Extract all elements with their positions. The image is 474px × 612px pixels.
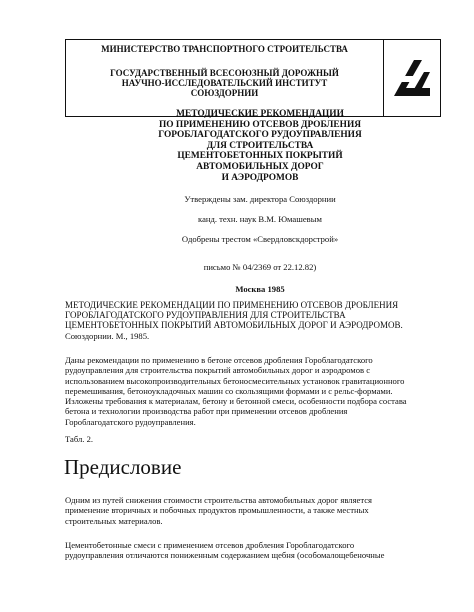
preface-line: рудоуправления отличаются пониженным содержанием щебня (особомалощебеночные: [65, 550, 385, 561]
abstract-line: Изложены требования к материалам, бетону и бетонной смеси, особенности подбора состава: [65, 396, 407, 407]
preface-line: Одним из путей снижения стоимости строительства автомобильных дорог является: [65, 495, 372, 505]
approver-name: канд. техн. наук В.М. Юмашевым: [198, 214, 322, 224]
citation-line: ГОРОБЛАГОДАТСКОГО РУДОУПРАВЛЕНИЯ ДЛЯ СТРОИТЕЛЬСТВА: [65, 310, 346, 321]
citation: [65, 300, 427, 341]
preface-line: применение вторичных и побочных продуктов промышленности, а также местных: [65, 505, 369, 516]
abstract: [65, 355, 427, 427]
header-text-cell: [66, 40, 384, 116]
ministry-name: МИНИСТЕРСТВО ТРАНСПОРТНОГО СТРОИТЕЛЬСТВА: [101, 44, 348, 54]
place-year: Москва 1985: [235, 284, 285, 294]
institute-line: НАУЧНО-ИССЛЕДОВАТЕЛЬСКИЙ ИНСТИТУТ: [121, 78, 328, 88]
document-title: [65, 109, 455, 183]
soyuzdornii-logo-icon: [392, 56, 432, 100]
preface-paragraph: [65, 540, 427, 561]
endorsed-by: Одобрены трестом «Свердловскдорстрой»: [181, 234, 339, 244]
preface-line: Цементобетонные смеси с применением отсевов дробления Гороблагодатского: [65, 540, 355, 550]
preface-heading: Предисловие: [64, 455, 182, 479]
abstract-line: использованием высокопроизводительных бетоносмесительных установок гравитационного: [65, 375, 405, 386]
abstract-line: рудоуправления для строительства покрытий автомобильных дорог и аэродромов с: [65, 365, 371, 376]
title-line: И АЭРОДРОМОВ: [221, 172, 299, 183]
preface-paragraph: [65, 495, 427, 526]
title-line: ПО ПРИМЕНЕНИЮ ОТСЕВОВ ДРОБЛЕНИЯ: [158, 119, 362, 130]
title-line: АВТОМОБИЛЬНЫХ ДОРОГ: [196, 161, 324, 172]
abstract-line: Гороблагодатского рудоуправления.: [65, 416, 196, 427]
institute-line: ГОСУДАРСТВЕННЫЙ ВСЕСОЮЗНЫЙ ДОРОЖНЫЙ: [110, 68, 339, 78]
title-line: МЕТОДИЧЕСКИЕ РЕКОМЕНДАЦИИ: [176, 109, 344, 119]
title-line: ЦЕМЕНТОБЕТОННЫХ ПОКРЫТИЙ: [177, 151, 343, 162]
title-line: ГОРОБЛАГОДАТСКОГО РУДОУПРАВЛЕНИЯ: [158, 130, 362, 141]
abstract-line: перемешивания, бетоноукладочных машин со скользящими формами и с рельс-формами.: [65, 385, 393, 396]
table-reference: Табл. 2.: [65, 434, 94, 444]
citation-source: Союздорнии. М., 1985.: [65, 330, 150, 341]
abstract-line: Даны рекомендации по применению в бетоне отсевов дробления Гороблагодатского: [65, 355, 373, 365]
title-line: ДЛЯ СТРОИТЕЛЬСТВА: [206, 140, 314, 151]
letter-reference: письмо № 04/2369 от 22.12.82): [203, 262, 317, 272]
citation-line: ЦЕМЕНТОБЕТОННЫХ ПОКРЫТИЙ АВТОМОБИЛЬНЫХ ДОРОГ И АЭРОДРОМОВ.: [65, 320, 403, 331]
logo-cell: [384, 40, 440, 116]
institute-name: [66, 68, 383, 98]
abstract-line: бетона и технологии производства работ при применении отсевов дробления: [65, 406, 348, 417]
citation-line: МЕТОДИЧЕСКИЕ РЕКОМЕНДАЦИИ ПО ПРИМЕНЕНИЮ ОТСЕВОВ ДРОБЛЕНИЯ: [65, 300, 399, 310]
header-box: [65, 39, 441, 117]
approved-by: Утверждены зам. директора Союздорнии: [184, 194, 336, 204]
preface-line: строительных материалов.: [65, 515, 163, 526]
institute-line: СОЮЗДОРНИИ: [190, 88, 259, 98]
